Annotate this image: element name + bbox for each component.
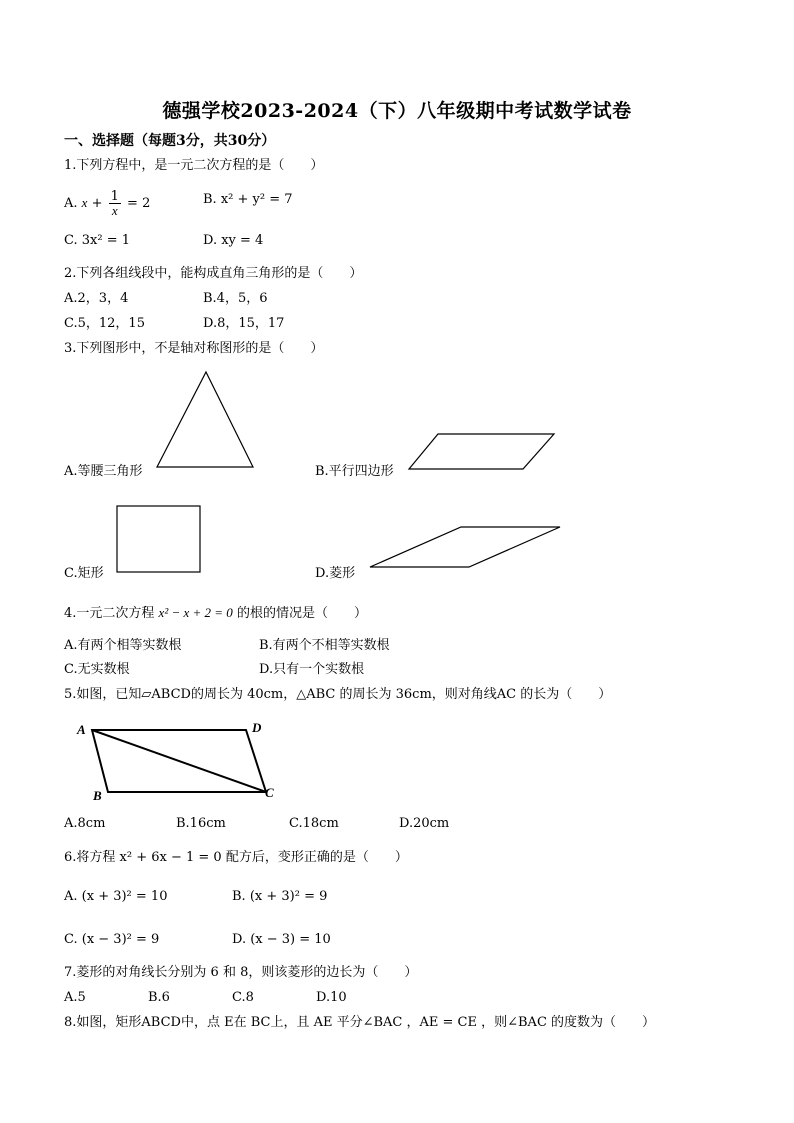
question-6-option-b: B. (x + 3)² = 9 bbox=[232, 889, 328, 904]
question-7-option-d: D.10 bbox=[316, 990, 347, 1005]
question-4-equation: x² − x + 2 = 0 bbox=[158, 605, 233, 620]
question-6-stem: 6.将方程 x² + 6x − 1 = 0 配方后，变形正确的是（ ） bbox=[64, 850, 408, 865]
question-8-stem: 8.如图，矩形ABCD中，点 E在 BC上，且 AE 平分∠BAC ，AE = CE ，则∠BAC 的度数为（ ） bbox=[64, 1015, 656, 1030]
question-3-option-d: D.菱形 bbox=[315, 566, 356, 581]
question-4-stem-prefix: 4.一元二次方程 bbox=[64, 606, 155, 621]
rectangle-figure bbox=[112, 502, 206, 576]
rhombus-figure bbox=[366, 522, 566, 572]
isosceles-triangle-figure bbox=[150, 368, 260, 472]
question-2-stem: 2.下列各组线段中，能构成直角三角形的是（ ） bbox=[64, 266, 363, 281]
question-4-option-a: A.有两个相等实数根 bbox=[64, 638, 182, 653]
question-7-stem: 7.菱形的对角线长分别为 6 和 8，则该菱形的边长为（ ） bbox=[64, 965, 418, 980]
question-3-option-c: C.矩形 bbox=[64, 566, 104, 581]
parallelogram-abcd-figure bbox=[86, 724, 272, 798]
question-2-option-a: A.2，3，4 bbox=[64, 291, 129, 306]
question-4-stem bbox=[64, 605, 367, 622]
parallelogram-figure bbox=[404, 430, 560, 474]
question-4-stem-suffix: 的根的情况是（ ） bbox=[236, 606, 367, 621]
option-a-label: A. bbox=[64, 196, 78, 211]
question-5-option-a: A.8cm bbox=[64, 816, 106, 831]
question-3-option-a: A.等腰三角形 bbox=[64, 464, 143, 479]
question-5-stem: 5.如图，已知▱ABCD的周长为 40cm，△ABC 的周长为 36cm，则对角线AC 的长为（ ） bbox=[64, 687, 612, 702]
question-5-option-c: C.18cm bbox=[289, 816, 339, 831]
exam-title: 德强学校2023-2024（下）八年级期中考试数学试卷 bbox=[162, 100, 632, 122]
question-1-option-b: B. x² + y² = 7 bbox=[203, 192, 293, 207]
section-heading-multiple-choice: 一、选择题（每题3分，共30分） bbox=[64, 133, 276, 149]
question-5-option-b: B.16cm bbox=[176, 816, 226, 831]
question-7-option-c: C.8 bbox=[232, 990, 254, 1005]
question-7-option-a: A.5 bbox=[64, 990, 86, 1005]
question-4-option-d: D.只有一个实数根 bbox=[259, 662, 365, 677]
question-2-option-b: B.4，5，6 bbox=[203, 291, 268, 306]
diagonal-ac bbox=[92, 730, 266, 792]
question-6-option-d: D. (x − 3) = 10 bbox=[232, 932, 331, 947]
question-4-option-b: B.有两个不相等实数根 bbox=[259, 638, 390, 653]
question-1-option-a: A. x + $\frac{1}{x}$ = 2 bbox=[64, 189, 151, 218]
question-3-stem: 3.下列图形中，不是轴对称图形的是（ ） bbox=[64, 341, 324, 356]
question-6-option-c: C. (x − 3)² = 9 bbox=[64, 932, 160, 947]
question-5-option-d: D.20cm bbox=[399, 816, 450, 831]
vertex-label-b: B bbox=[93, 788, 102, 803]
question-1-stem: 1.下列方程中，是一元二次方程的是（ ） bbox=[64, 158, 324, 173]
question-6-option-a: A. (x + 3)² = 10 bbox=[64, 889, 168, 904]
question-1-option-d: D. xy = 4 bbox=[203, 233, 264, 248]
vertex-label-d: D bbox=[252, 720, 262, 735]
question-4-option-c: C.无实数根 bbox=[64, 662, 130, 677]
question-2-option-c: C.5，12，15 bbox=[64, 316, 145, 331]
question-3-option-b: B.平行四边形 bbox=[315, 464, 394, 479]
question-7-option-b: B.6 bbox=[148, 990, 170, 1005]
question-2-option-d: D.8，15，17 bbox=[203, 316, 285, 331]
question-1-option-c: C. 3x² = 1 bbox=[64, 233, 130, 248]
fraction-1-over-x: $\frac{1}{x}$ bbox=[110, 189, 119, 218]
vertex-label-c: C bbox=[265, 785, 274, 800]
vertex-label-a: A bbox=[77, 722, 86, 737]
